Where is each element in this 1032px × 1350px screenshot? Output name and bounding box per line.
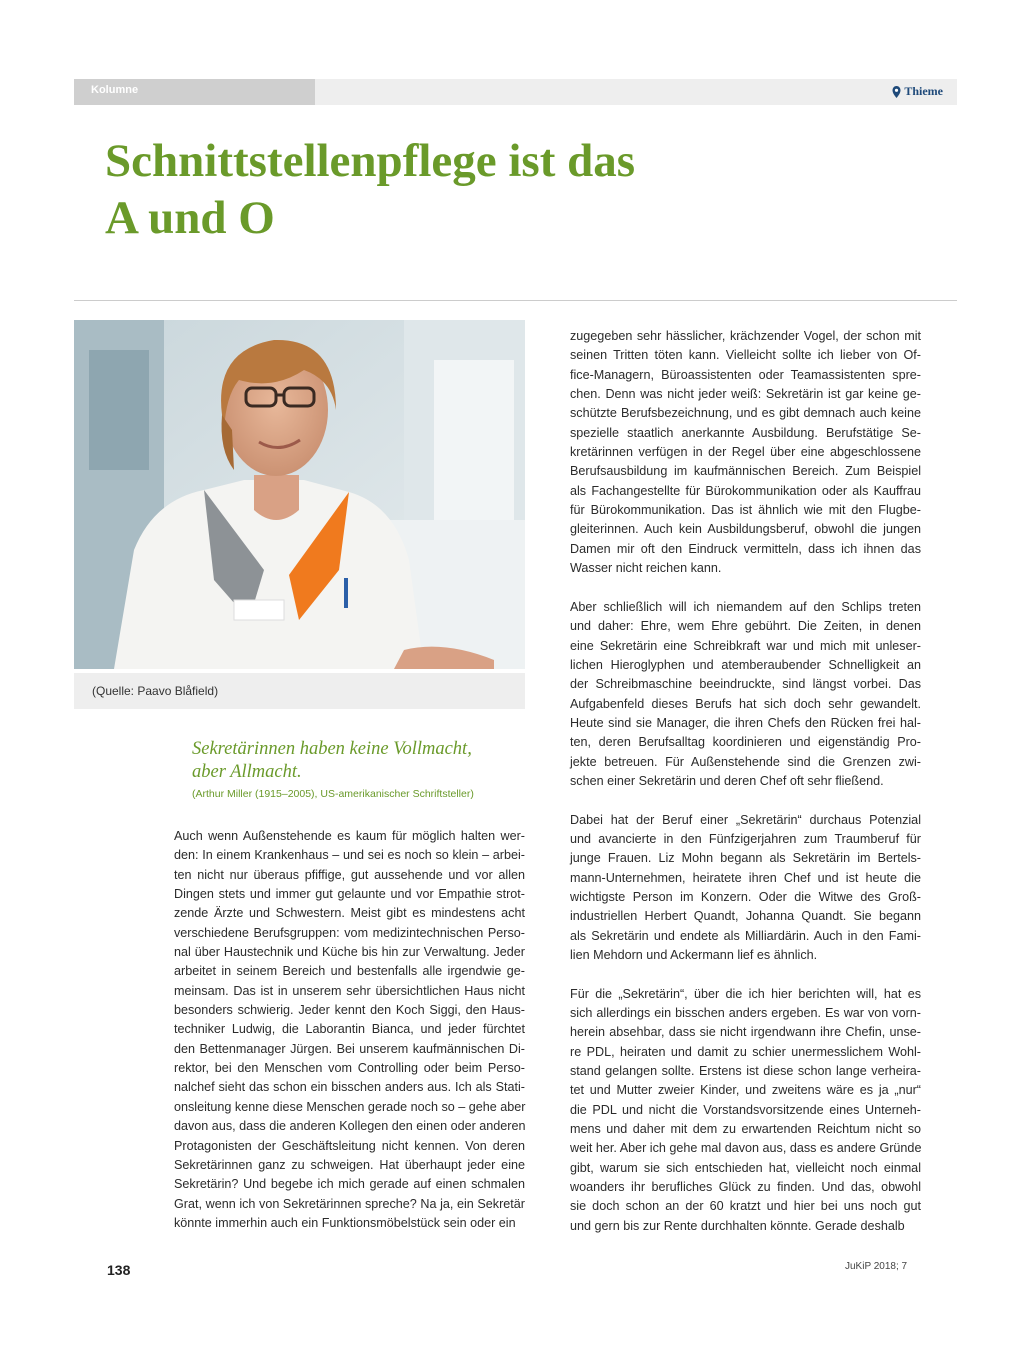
text-line: sich allerdings ein bisschen anders ergeben. Es war von vorn- bbox=[570, 1006, 921, 1021]
body-text-right-column bbox=[570, 327, 921, 1236]
text-line: chen. Denn was nicht jeder weiß: Sekretärin ist gar keine ge- bbox=[570, 387, 921, 402]
text-line: Auch wenn Außenstehende es kaum für möglich halten wer- bbox=[174, 829, 525, 843]
text-line: stand gelangen sollte. Erstens ist diese schon lange verheira- bbox=[570, 1064, 921, 1079]
text-line: lichen Hieroglyphen und atemberaubender Schnelligkeit an bbox=[570, 657, 921, 672]
text-line: Aber schließlich will ich niemandem auf den Schlips treten bbox=[570, 599, 921, 614]
text-line: nalchef sieht das schon ein bisschen anders aus. Ich als Stati- bbox=[174, 1080, 525, 1095]
article-photo bbox=[74, 320, 525, 669]
brand-name: Thieme bbox=[904, 84, 943, 98]
text-line: den: In einem Krankenhaus – und sei es noch so klein – arbei- bbox=[174, 848, 525, 863]
article-title bbox=[105, 133, 865, 247]
text-line: Dingen stets und immer gut gelaunte und vor Empathie strot- bbox=[174, 887, 525, 902]
journal-reference: JuKiP 2018; 7 bbox=[845, 1261, 908, 1272]
text-line: zende Ärzte und Schwestern. Meist gibt es mindestens acht bbox=[174, 906, 525, 921]
text-line: spezielle staatlich anerkannte Ausbildung. Berufstätige Se- bbox=[570, 425, 921, 440]
text-line: Für die „Sekretärin“, über die ich hier berichten will, hat es bbox=[570, 986, 921, 1001]
header-bar bbox=[74, 79, 957, 105]
pull-quote bbox=[192, 738, 532, 800]
text-line: gleiterinnen. Auch kein Ausbildungsberuf, obwohl die jungen bbox=[570, 522, 921, 537]
text-line: junge Frauen. Liz Mohn begann als Sekretärin im Bertels- bbox=[570, 851, 921, 866]
paragraph-gap bbox=[570, 578, 921, 597]
text-line: Aufgabenfeld dieses Berufs hat sich doch sehr gewandelt. bbox=[570, 696, 921, 711]
paragraph-gap bbox=[570, 965, 921, 984]
text-line: industriellen Herbert Quandt, Johanna Quandt. Sie begann bbox=[570, 909, 921, 924]
text-line: die PDL und nicht die Vorstandsvorsitzende eines Unterneh- bbox=[570, 1102, 921, 1117]
section-tab bbox=[74, 79, 315, 105]
text-line: und avancierte in den Fünfzigerjahren zum Traumberuf für bbox=[570, 831, 921, 846]
title-line-2: A und O bbox=[105, 192, 275, 244]
text-line: Wasser nicht reichen kann. bbox=[570, 561, 722, 576]
text-line: für Bürokommunikation. Das ist ähnlich wie mit den Flugbe- bbox=[570, 503, 921, 518]
brand-logo bbox=[892, 84, 943, 99]
text-line: mens und daher mit dem zu erwartenden Reichtum nicht so bbox=[570, 1122, 921, 1137]
text-line: ten, deren Berufsalltag koordinieren und eigenständig Pro- bbox=[570, 735, 921, 750]
text-line: ten nicht nur überaus pfiffige, gut aussehende und vor allen bbox=[174, 867, 525, 882]
text-line: lien Mehdorn und Ackermann lief es ähnlich. bbox=[570, 948, 818, 962]
text-line: woanders ihr berufliches Glück zu finden. Und das, obwohl bbox=[570, 1180, 921, 1195]
text-line: fice-Managern, Büroassistenten oder Teamassistenten spre- bbox=[570, 367, 921, 382]
section-label: Kolumne bbox=[91, 84, 139, 96]
body-text-left-column bbox=[174, 827, 525, 1233]
text-line: verschiedene Berufsgruppen: vom medizintechnischen Perso- bbox=[174, 925, 525, 940]
text-line: Grat, wenn ich von Sekretärinnen spreche? Na ja, ein Sekretär bbox=[174, 1196, 525, 1211]
quote-line-1: Sekretärinnen haben keine Vollmacht, bbox=[192, 739, 472, 759]
text-line: re PDL, heiraten und damit zu schier unermesslichem Wohl- bbox=[570, 1044, 921, 1059]
text-line: als Sekretärin und endete als Milliardärin. Auch in den Fami- bbox=[570, 928, 921, 943]
text-line: herein absehbar, dass sie nicht irgendwann ihre Chefin, unse- bbox=[570, 1025, 921, 1040]
text-line: den Bettenmanager Jürgen. Bei unserem kaufmännischen Di- bbox=[174, 1041, 525, 1056]
text-line: seinen Tritten töten kann. Vielleicht sollte ich lieber von Of- bbox=[570, 348, 921, 363]
text-line: Damen mir oft den Eindruck vermitteln, dass ich ihnen das bbox=[570, 541, 921, 556]
text-line: jekte betreuen. Für Außenstehende sind die Grenzen zwi- bbox=[570, 754, 921, 769]
text-line: zugegeben sehr hässlicher, krächzender Vogel, der schon mit bbox=[570, 329, 921, 343]
quote-attribution: (Arthur Miller (1915–2005), US-amerikanischer Schriftsteller) bbox=[192, 788, 474, 800]
text-line: sie doch schon an der 60 kratzt und hier bei uns noch gut bbox=[570, 1199, 921, 1214]
text-line: Sekretärinnen ganz zu schweigen. Hat überhaupt jeder eine bbox=[174, 1157, 525, 1172]
title-line-1: Schnittstellenpflege ist das bbox=[105, 135, 636, 187]
text-line: Berufsausbildung im kaufmännischen Bereich. Zum Beispiel bbox=[570, 464, 921, 479]
page-number: 138 bbox=[107, 1262, 131, 1278]
text-line: gibt, warum sie sich entschieden hat, vielleicht noch einmal bbox=[570, 1160, 921, 1175]
text-line: wichtigste Person im Konzern. Oder die Witwe des Groß- bbox=[570, 889, 921, 904]
text-line: Heute sind sie Manager, die ihren Chefs den Rücken frei hal- bbox=[570, 715, 921, 730]
portrait-image bbox=[74, 320, 525, 669]
text-line: schützte Berufsbezeichnung, und es gibt demnach auch keine bbox=[570, 406, 921, 421]
text-line: besonders schwierig. Jeder kennt den Koch Siggi, den Haus- bbox=[174, 1003, 525, 1018]
text-line: schen einer Sekretärin und deren Chef oft sehr fließend. bbox=[570, 773, 884, 788]
text-line: als Fachangestellte für Bürokommunikation oder als Kauffrau bbox=[570, 483, 921, 498]
photo-credit: (Quelle: Paavo Blåfield) bbox=[92, 684, 219, 698]
text-line: Dabei hat der Beruf einer „Sekretärin“ durchaus Potenzial bbox=[570, 812, 921, 827]
title-divider bbox=[74, 300, 957, 301]
text-line: weit her. Aber ich gehe mal davon aus, dass es andere Gründe bbox=[570, 1141, 922, 1156]
quote-line-2: aber Allmacht. bbox=[192, 762, 302, 782]
text-line: mann-Unternehmen, heiratete ihren Chef und ist heute die bbox=[570, 870, 921, 885]
thieme-logo-icon bbox=[892, 86, 901, 98]
text-line: und gern bis zur Rente durchhalten könnte. Gerade deshalb bbox=[570, 1218, 905, 1233]
paragraph-gap bbox=[570, 791, 921, 810]
text-line: arbeitet in seinem Bereich und bestenfalls alle irgendwie ge- bbox=[174, 964, 525, 979]
text-line: meinsam. Das ist in unserem sehr übersichtlichen Haus nicht bbox=[174, 983, 525, 998]
text-line: tet und Mutter zweier Kinder, und zweitens wäre es ja „nur“ bbox=[570, 1083, 921, 1098]
text-line: und daher: Ehre, wem Ehre gebührt. Die Zeiten, in denen bbox=[570, 619, 921, 634]
text-line: Sekretärin? Und begebe ich mich gerade auf einen schmalen bbox=[174, 1177, 525, 1192]
text-line: davon aus, dass die anderen Kollegen den einen oder anderen bbox=[174, 1119, 526, 1134]
text-line: techniker Ludwig, die Laborantin Bianca, und jeder fürchtet bbox=[174, 1022, 525, 1037]
photo-caption bbox=[74, 673, 525, 709]
text-line: rektor, bei den Menschen vom Controlling oder beim Perso- bbox=[174, 1061, 525, 1076]
text-line: nal über Haustechnik und Küche bis hin zur Verwaltung. Jeder bbox=[174, 945, 525, 960]
text-line: der Schreibmaschine beeindruckte, sind längst vorbei. Das bbox=[570, 677, 921, 692]
text-line: Protagonisten der Geschäftsleitung nicht kennen. Von deren bbox=[174, 1138, 525, 1153]
text-line: kretärinnen verfügen in der Regel über eine abgeschlossene bbox=[570, 445, 921, 460]
text-line: eine Sekretärin eine Schreibkraft war und mich mit unleser- bbox=[570, 638, 921, 653]
text-line: könnte immerhin auch ein Funktionsmöbelstück sein oder ein bbox=[174, 1215, 516, 1230]
text-line: onsleitung kenne diese Menschen gerade noch so – gehe aber bbox=[174, 1099, 526, 1114]
